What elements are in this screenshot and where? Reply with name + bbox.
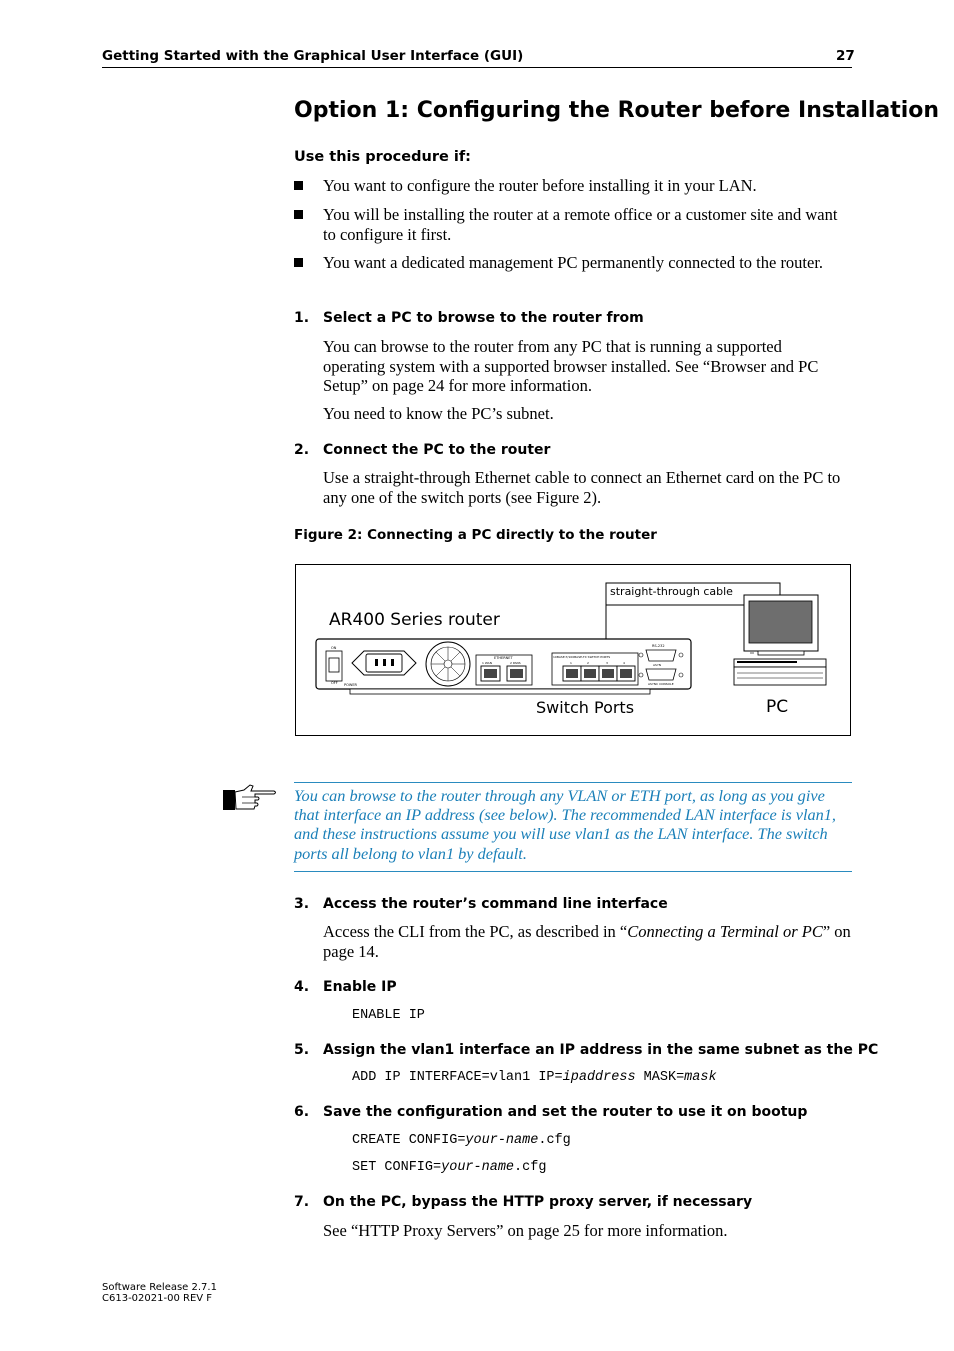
step-number: 5. [294, 1042, 310, 1058]
power-pin [375, 659, 378, 666]
power-pin [383, 659, 386, 666]
switch-ports-label: Switch Ports [536, 698, 635, 717]
rs232-label: RS-232 [652, 644, 665, 648]
pc-label: PC [766, 697, 789, 717]
switch-port-num: 4 [623, 661, 625, 665]
bullet-marker [294, 210, 303, 219]
eth-port-label: 2 PANS [510, 661, 521, 665]
use-procedure-label: Use this procedure if: [294, 149, 471, 165]
async-console-label: ASYNC CONSOLE [648, 682, 674, 686]
rs232-port [646, 650, 676, 661]
step-title: On the PC, bypass the HTTP proxy server, if necessary [323, 1194, 753, 1210]
pointing-hand-icon [222, 782, 278, 812]
switch-port-num: 1 [570, 661, 572, 665]
switch-ports-header: 10BASE-T/100BASE-TX SWITCH PORTS [553, 655, 611, 659]
power-pin [391, 659, 394, 666]
async-console-port [646, 669, 676, 680]
power-switch-rocker [329, 658, 339, 672]
power-on-label: ON [331, 646, 337, 650]
figure-caption: Figure 2: Connecting a PC directly to the router [294, 527, 657, 543]
ethernet-label: ETHERNET [494, 656, 513, 660]
bullet-marker [294, 181, 303, 190]
router-connection-diagram [296, 565, 852, 737]
command-line: ADD IP INTERFACE=vlan1 IP=ipaddress MASK=mask [352, 1070, 717, 1085]
pc-drive-slot [737, 661, 797, 663]
step-number: 4. [294, 979, 310, 995]
page-title: Option 1: Configuring the Router before Installation [294, 98, 940, 123]
power-label: POWER [344, 683, 357, 687]
footer-release: Software Release 2.7.1 [102, 1282, 217, 1293]
step-number: 3. [294, 896, 310, 912]
step-number: 6. [294, 1104, 310, 1120]
asyn-label: ASYN [653, 663, 662, 667]
note-text: You can browse to the router through any VLAN or ETH port, as long as you give that interface an IP address (see below). The recommended LAN interface is vlan1, and these instructions assume you will use vlan1 as the LAN interface. The switch ports all belong to vlan1 by default. [294, 786, 837, 863]
page-number: 27 [836, 48, 855, 64]
step-paragraph: Use a straight-through Ethernet cable to connect an Ethernet card on the PC to any one of the switch ports (see Figure 2). [323, 468, 841, 507]
figure-diagram [295, 564, 851, 736]
bullet-marker [294, 258, 303, 267]
step-number: 1. [294, 310, 310, 326]
power-off-label: OFF [331, 681, 338, 685]
command-line: SET CONFIG=your-name.cfg [352, 1160, 547, 1175]
step-number: 7. [294, 1194, 310, 1210]
step-title: Save the configuration and set the router to use it on bootup [323, 1104, 808, 1120]
pc-screen [749, 601, 812, 643]
bullet-item: You want to configure the router before installing it in your LAN. [323, 176, 757, 195]
step-title: Connect the PC to the router [323, 442, 551, 458]
step-title: Select a PC to browse to the router from [323, 310, 644, 326]
step-paragraph: You need to know the PC’s subnet. [323, 404, 554, 423]
bullet-item: You want a dedicated management PC permanently connected to the router. [323, 253, 824, 272]
switch-port-num: 2 [587, 661, 589, 665]
step-paragraph: Access the CLI from the PC, as described in “Connecting a Terminal or PC” on page 14. [323, 922, 851, 961]
command-line: ENABLE IP [352, 1008, 425, 1023]
note-top-rule [294, 782, 852, 783]
step-number: 2. [294, 442, 310, 458]
footer-docnum: C613-02021-00 REV F [102, 1293, 213, 1304]
eth-port-label: 1 WAN [482, 661, 492, 665]
step-paragraph: You can browse to the router from any PC that is running a supported operating system with a supported browser installed. See “Browser and PC Setup” on page 24 for more information. [323, 337, 819, 395]
header-rule [102, 67, 852, 68]
eth-port-1-jack [484, 669, 497, 678]
router-label: AR400 Series router [329, 610, 500, 630]
cable-label: straight-through cable [610, 585, 733, 598]
step-paragraph: See “HTTP Proxy Servers” on page 25 for more information. [323, 1221, 728, 1240]
step-title: Assign the vlan1 interface an IP address in the same subnet as the PC [323, 1042, 879, 1058]
pc-monitor-stand [758, 651, 804, 655]
pc-keyboard [734, 667, 826, 685]
step-title: Enable IP [323, 979, 397, 995]
step-title: Access the router’s command line interface [323, 896, 668, 912]
command-line: CREATE CONFIG=your-name.cfg [352, 1133, 571, 1148]
bullet-item: You will be installing the router at a remote office or a customer site and want to configure it first. [323, 205, 838, 244]
note-bottom-rule [294, 871, 852, 872]
switch-port-num: 3 [606, 661, 608, 665]
running-header: Getting Started with the Graphical User Interface (GUI) [102, 48, 524, 64]
router-base [350, 689, 650, 694]
eth-port-2-jack [510, 669, 523, 678]
